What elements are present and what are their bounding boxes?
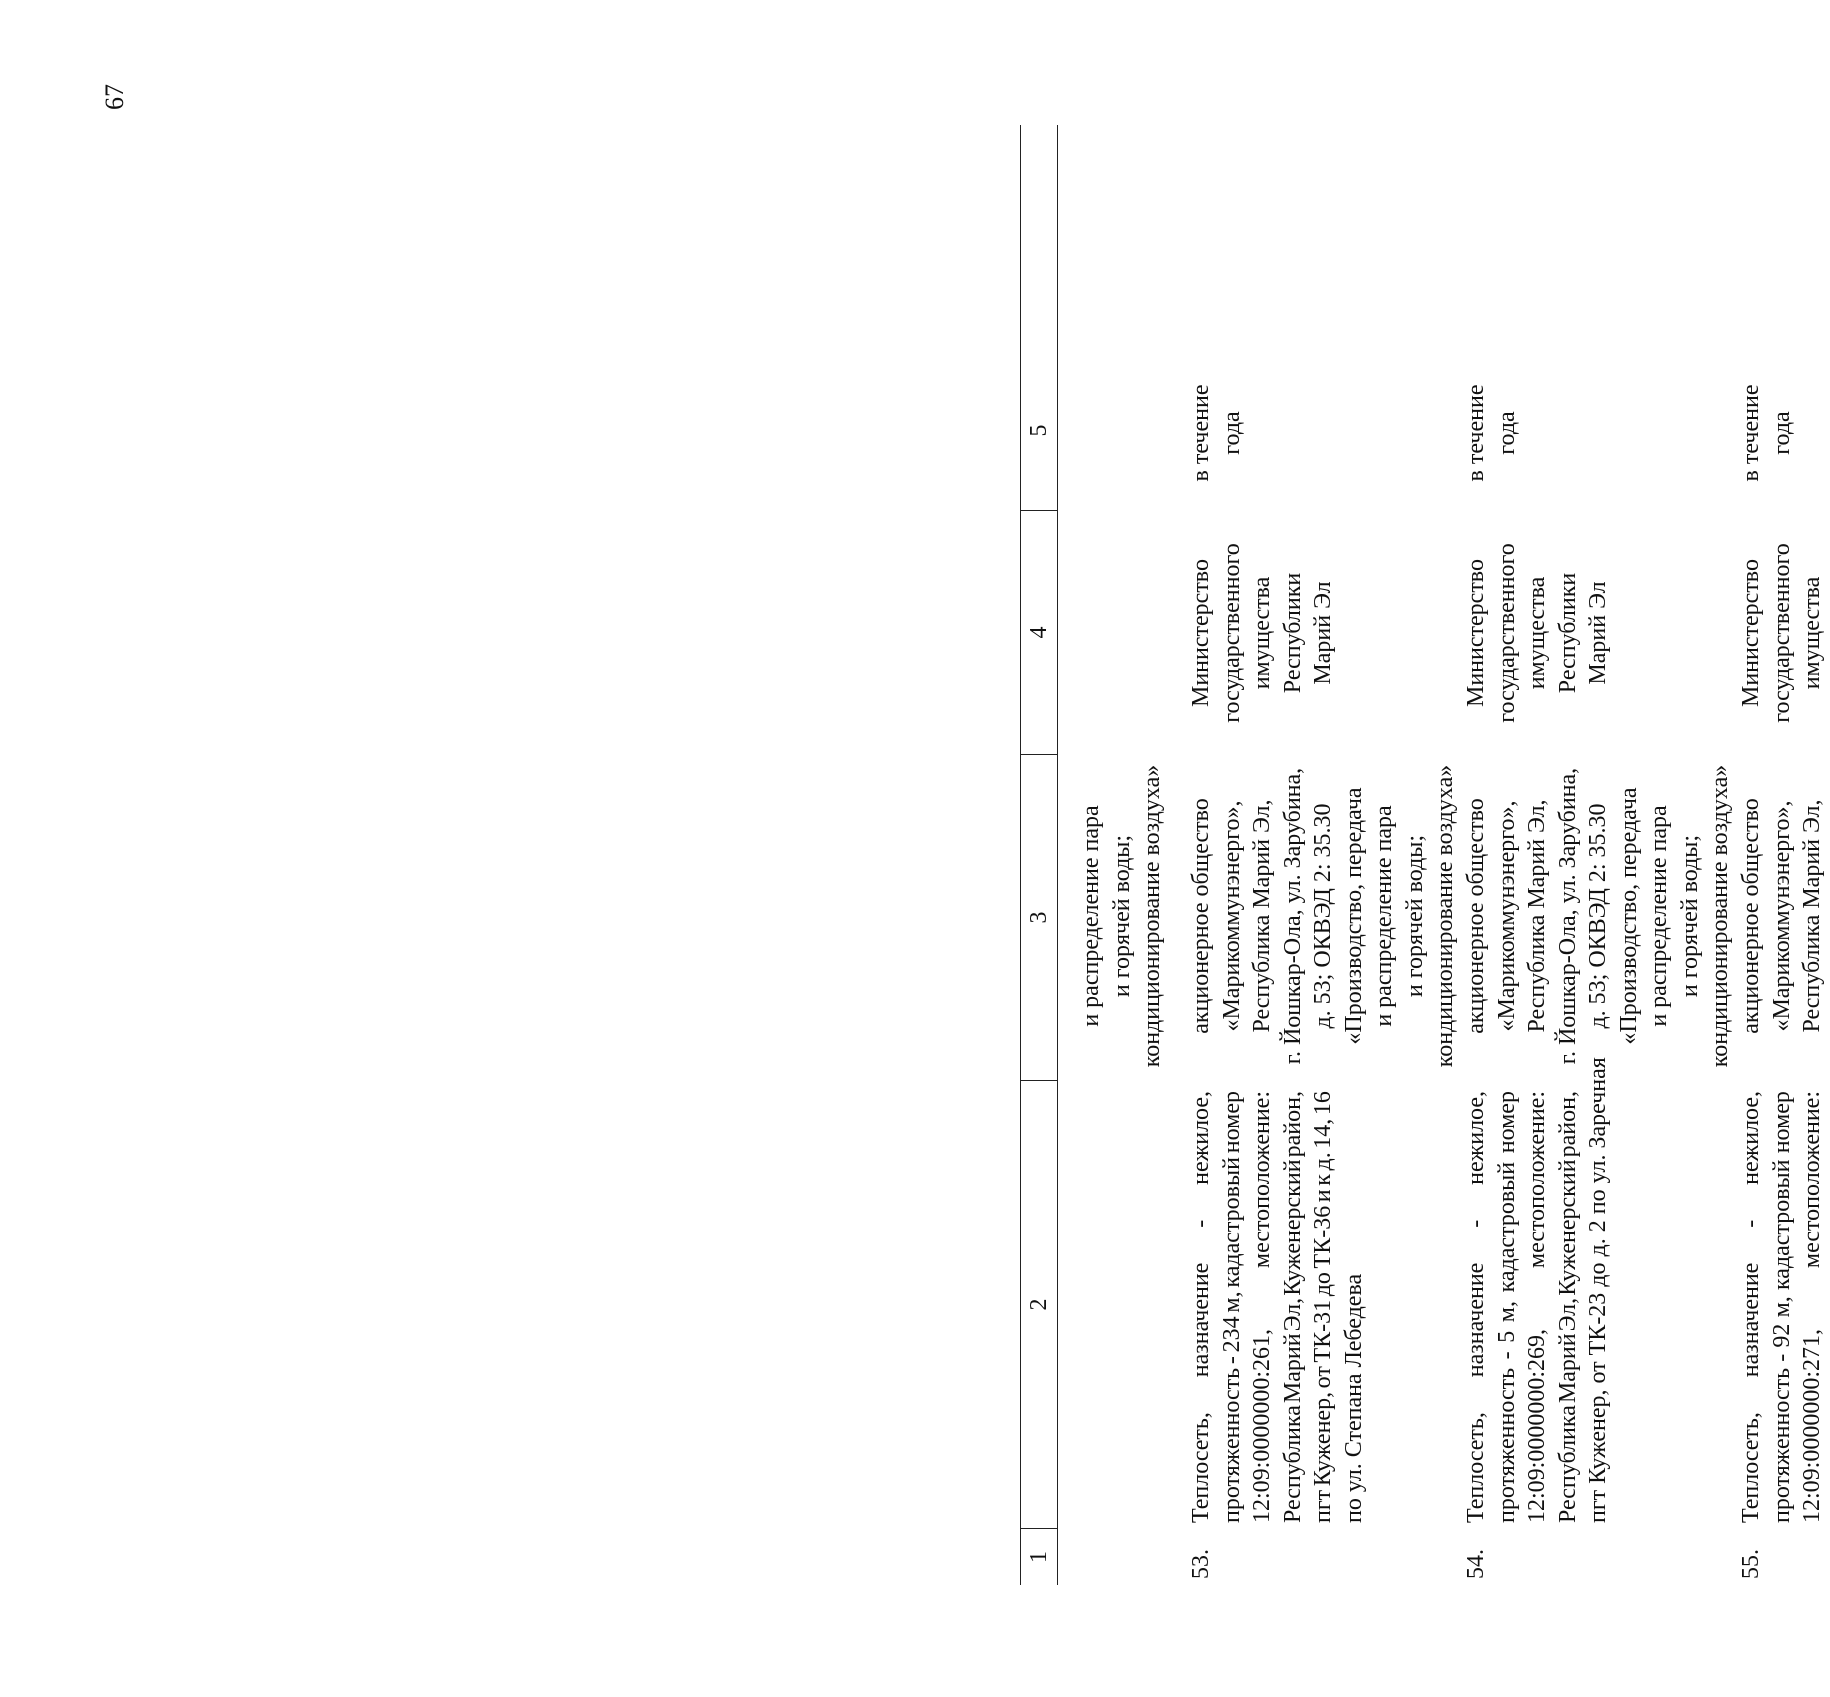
object-description-line: [1308, 1091, 1339, 1523]
object-description-word: местоположение:: [1799, 1091, 1825, 1269]
object-description-word: протяженность: [1218, 1367, 1245, 1523]
object-description-word: 234: [1218, 1316, 1245, 1353]
responsible-body-line: государственного: [1493, 543, 1520, 723]
object-description-word: назначение: [1463, 1262, 1489, 1378]
object-description-word: м,: [1218, 1291, 1245, 1313]
object-description-word: кадастровый: [1493, 1161, 1520, 1293]
object-description-word: Марий: [1279, 1333, 1306, 1404]
object-description-word: и: [1310, 1189, 1336, 1203]
page-number: 67: [100, 84, 129, 110]
object-description-line: [1186, 1091, 1217, 1523]
object-description-line: [1247, 1091, 1278, 1523]
deadline-line: года: [1493, 411, 1520, 455]
lessee-info-line: «Марикоммунэнерго»,: [1493, 800, 1520, 1032]
lessee-info-line: «Марикоммунэнерго»,: [1768, 800, 1795, 1032]
lessee-info-line: и горячей воды;: [1401, 834, 1428, 998]
lessee-info-line: д. 53; ОКВЭД 2: 35.30: [1585, 803, 1611, 1029]
lessee-info-line: «Марикоммунэнерго»,: [1218, 800, 1245, 1032]
lessee-info-line: Республика Марий Эл,: [1249, 799, 1275, 1033]
object-description: [1186, 1091, 1369, 1523]
lessee-info-line: кондиционирование воздуха»: [1432, 764, 1458, 1068]
object-description: [1461, 1057, 1614, 1523]
lessee-info-line: г. Йошкар-Ола, ул. Зарубина,: [1554, 767, 1581, 1065]
object-description-word: -: [1188, 1219, 1214, 1228]
responsible-body-line: Республики: [1554, 572, 1581, 694]
object-description-line: [1767, 1091, 1798, 1523]
responsible-body: [1186, 517, 1339, 749]
header-cell-5: 5: [1021, 351, 1057, 511]
lessee-info-line: акционерное общество: [1738, 798, 1764, 1034]
object-description-line: [1522, 1091, 1553, 1523]
lessee-info-line: д. 53; ОКВЭД 2: 35.30: [1310, 803, 1336, 1029]
object-description-word: местоположение:: [1249, 1091, 1275, 1269]
object-description-word: номер: [1768, 1091, 1795, 1154]
deadline-line: года: [1768, 411, 1795, 455]
continuation-col3-line: кондиционирование воздуха»: [1139, 764, 1165, 1068]
deadline-line: года: [1218, 411, 1245, 455]
object-description-word: Марий: [1554, 1333, 1581, 1404]
lessee-info: [1186, 763, 1461, 1069]
object-description-word: до: [1310, 1272, 1336, 1297]
responsible-body-line: государственного: [1768, 543, 1795, 723]
lessee-info-line: «Производство, передача: [1615, 787, 1642, 1045]
lessee-info-line: акционерное общество: [1463, 798, 1489, 1034]
object-description-word: 5: [1493, 1330, 1520, 1343]
object-description-word: к: [1310, 1174, 1336, 1186]
object-description-word: -: [1738, 1219, 1764, 1228]
object-description-word: Куженерский: [1279, 1159, 1306, 1296]
object-description-word: м,: [1493, 1301, 1520, 1323]
object-description-word: д.: [1310, 1152, 1336, 1171]
lessee-info-line: Республика Марий Эл,: [1524, 799, 1550, 1033]
object-description-word: Эл,: [1554, 1297, 1581, 1332]
header-cell-3: 3: [1021, 755, 1057, 1081]
deadline-line: в течение: [1463, 384, 1489, 482]
object-description-line: [1736, 1091, 1767, 1523]
object-description-word: ТК-31: [1310, 1299, 1336, 1363]
object-description-word: 12:09:0000000:269,: [1524, 1328, 1550, 1523]
responsible-body-line: государственного: [1218, 543, 1245, 723]
object-description-word: Республика: [1279, 1405, 1306, 1523]
table-header-row: [1020, 125, 1058, 1585]
header-cell-2: 2: [1021, 1081, 1057, 1529]
object-description-word: 12:09:0000000:261,: [1249, 1328, 1275, 1523]
object-description-word: Куженер,: [1310, 1391, 1336, 1487]
continuation-col3-line: и распределение пара: [1078, 805, 1104, 1027]
lessee-info-line: Республика Марий Эл,: [1799, 799, 1825, 1033]
object-description-line: [1797, 1091, 1828, 1523]
object-description-line: [1492, 1091, 1523, 1523]
deadline: [1186, 363, 1247, 503]
object-description-word: нежилое,: [1188, 1091, 1214, 1185]
lessee-info: [1736, 763, 1828, 1069]
responsible-body-line: Министерство: [1188, 559, 1214, 707]
object-description-word: 12:09:0000000:271,: [1799, 1328, 1825, 1523]
object-description-word: 14,: [1310, 1118, 1336, 1149]
object-description-word: Теплосеть,: [1463, 1412, 1489, 1523]
object-description-word: от: [1310, 1366, 1336, 1389]
object-description-word: м,: [1768, 1296, 1795, 1318]
object-description-word: Теплосеть,: [1738, 1412, 1764, 1523]
deadline-line: в течение: [1738, 384, 1764, 482]
object-description-word: Куженерский: [1554, 1159, 1581, 1296]
responsible-body-line: Министерство: [1463, 559, 1489, 707]
object-description-word: -: [1218, 1356, 1245, 1365]
row-number: 54.: [1463, 1549, 1489, 1579]
row-number: 55.: [1738, 1549, 1764, 1579]
responsible-body-line: Марий Эл: [1585, 581, 1611, 685]
object-description-word: Эл,: [1279, 1297, 1306, 1332]
continuation-col3-line: и горячей воды;: [1108, 834, 1135, 998]
object-description-line: [1461, 1091, 1492, 1523]
object-description-word: -: [1463, 1219, 1489, 1228]
lessee-info-line: кондиционирование воздуха»: [1707, 764, 1733, 1068]
object-description-word: назначение: [1188, 1262, 1214, 1378]
object-description-line: пгт Куженер, от ТК-23 до д. 2 по ул. Заречная: [1585, 1057, 1611, 1523]
object-description-line: [1278, 1091, 1309, 1523]
object-description-word: нежилое,: [1738, 1091, 1764, 1185]
lessee-info-line: и горячей воды;: [1676, 834, 1703, 998]
lessee-info-line: г. Йошкар-Ола, ул. Зарубина,: [1279, 767, 1306, 1065]
object-description-word: кадастровый: [1218, 1157, 1245, 1288]
object-description-word: протяженность: [1493, 1367, 1520, 1523]
object-description-word: -: [1768, 1353, 1795, 1362]
object-description-word: район,: [1554, 1091, 1581, 1158]
object-description-word: номер: [1218, 1091, 1245, 1154]
object-description-word: протяженность: [1768, 1367, 1795, 1523]
lessee-info-line: «Производство, передача: [1340, 787, 1367, 1045]
object-description-word: нежилое,: [1463, 1091, 1489, 1185]
object-description-word: Теплосеть,: [1188, 1412, 1214, 1523]
lessee-info-line: и распределение пара: [1646, 805, 1672, 1027]
object-description-word: -: [1493, 1351, 1520, 1360]
rotated-table: [1020, 125, 1830, 1585]
responsible-body: [1736, 517, 1828, 749]
object-description-word: Республика: [1554, 1405, 1581, 1523]
row-number: 53.: [1188, 1549, 1214, 1579]
object-description-word: район,: [1279, 1091, 1306, 1158]
object-description-word: ТК-36: [1310, 1205, 1336, 1269]
deadline: [1736, 363, 1797, 503]
responsible-body-line: имущества: [1799, 576, 1825, 690]
object-description-word: местоположение:: [1524, 1091, 1550, 1269]
object-description-word: кадастровый: [1768, 1159, 1795, 1291]
responsible-body-line: имущества: [1249, 576, 1275, 690]
header-cell-1: 1: [1026, 1551, 1052, 1563]
object-description-word: номер: [1493, 1091, 1520, 1154]
header-cell-4: 4: [1021, 511, 1057, 755]
object-description-line: по ул. Степана Лебедева: [1340, 1273, 1367, 1523]
deadline-line: в течение: [1188, 384, 1214, 482]
object-description-word: 92: [1768, 1323, 1795, 1348]
object-description: [1736, 1091, 1828, 1523]
responsible-body-line: Республики: [1279, 572, 1306, 694]
responsible-body: [1461, 517, 1614, 749]
responsible-body-line: Министерство: [1738, 559, 1764, 707]
deadline: [1461, 363, 1522, 503]
responsible-body-line: Марий Эл: [1310, 581, 1336, 685]
object-description-line: [1217, 1091, 1248, 1523]
object-description-word: пгт: [1310, 1489, 1336, 1523]
continuation-col3-text: [1076, 763, 1168, 1069]
responsible-body-line: имущества: [1524, 576, 1550, 690]
object-description-word: назначение: [1738, 1262, 1764, 1378]
lessee-info-line: акционерное общество: [1188, 798, 1214, 1034]
object-description-word: 16: [1310, 1091, 1336, 1116]
lessee-info: [1461, 763, 1736, 1069]
object-description-line: [1553, 1091, 1584, 1523]
lessee-info-line: и распределение пара: [1371, 805, 1397, 1027]
